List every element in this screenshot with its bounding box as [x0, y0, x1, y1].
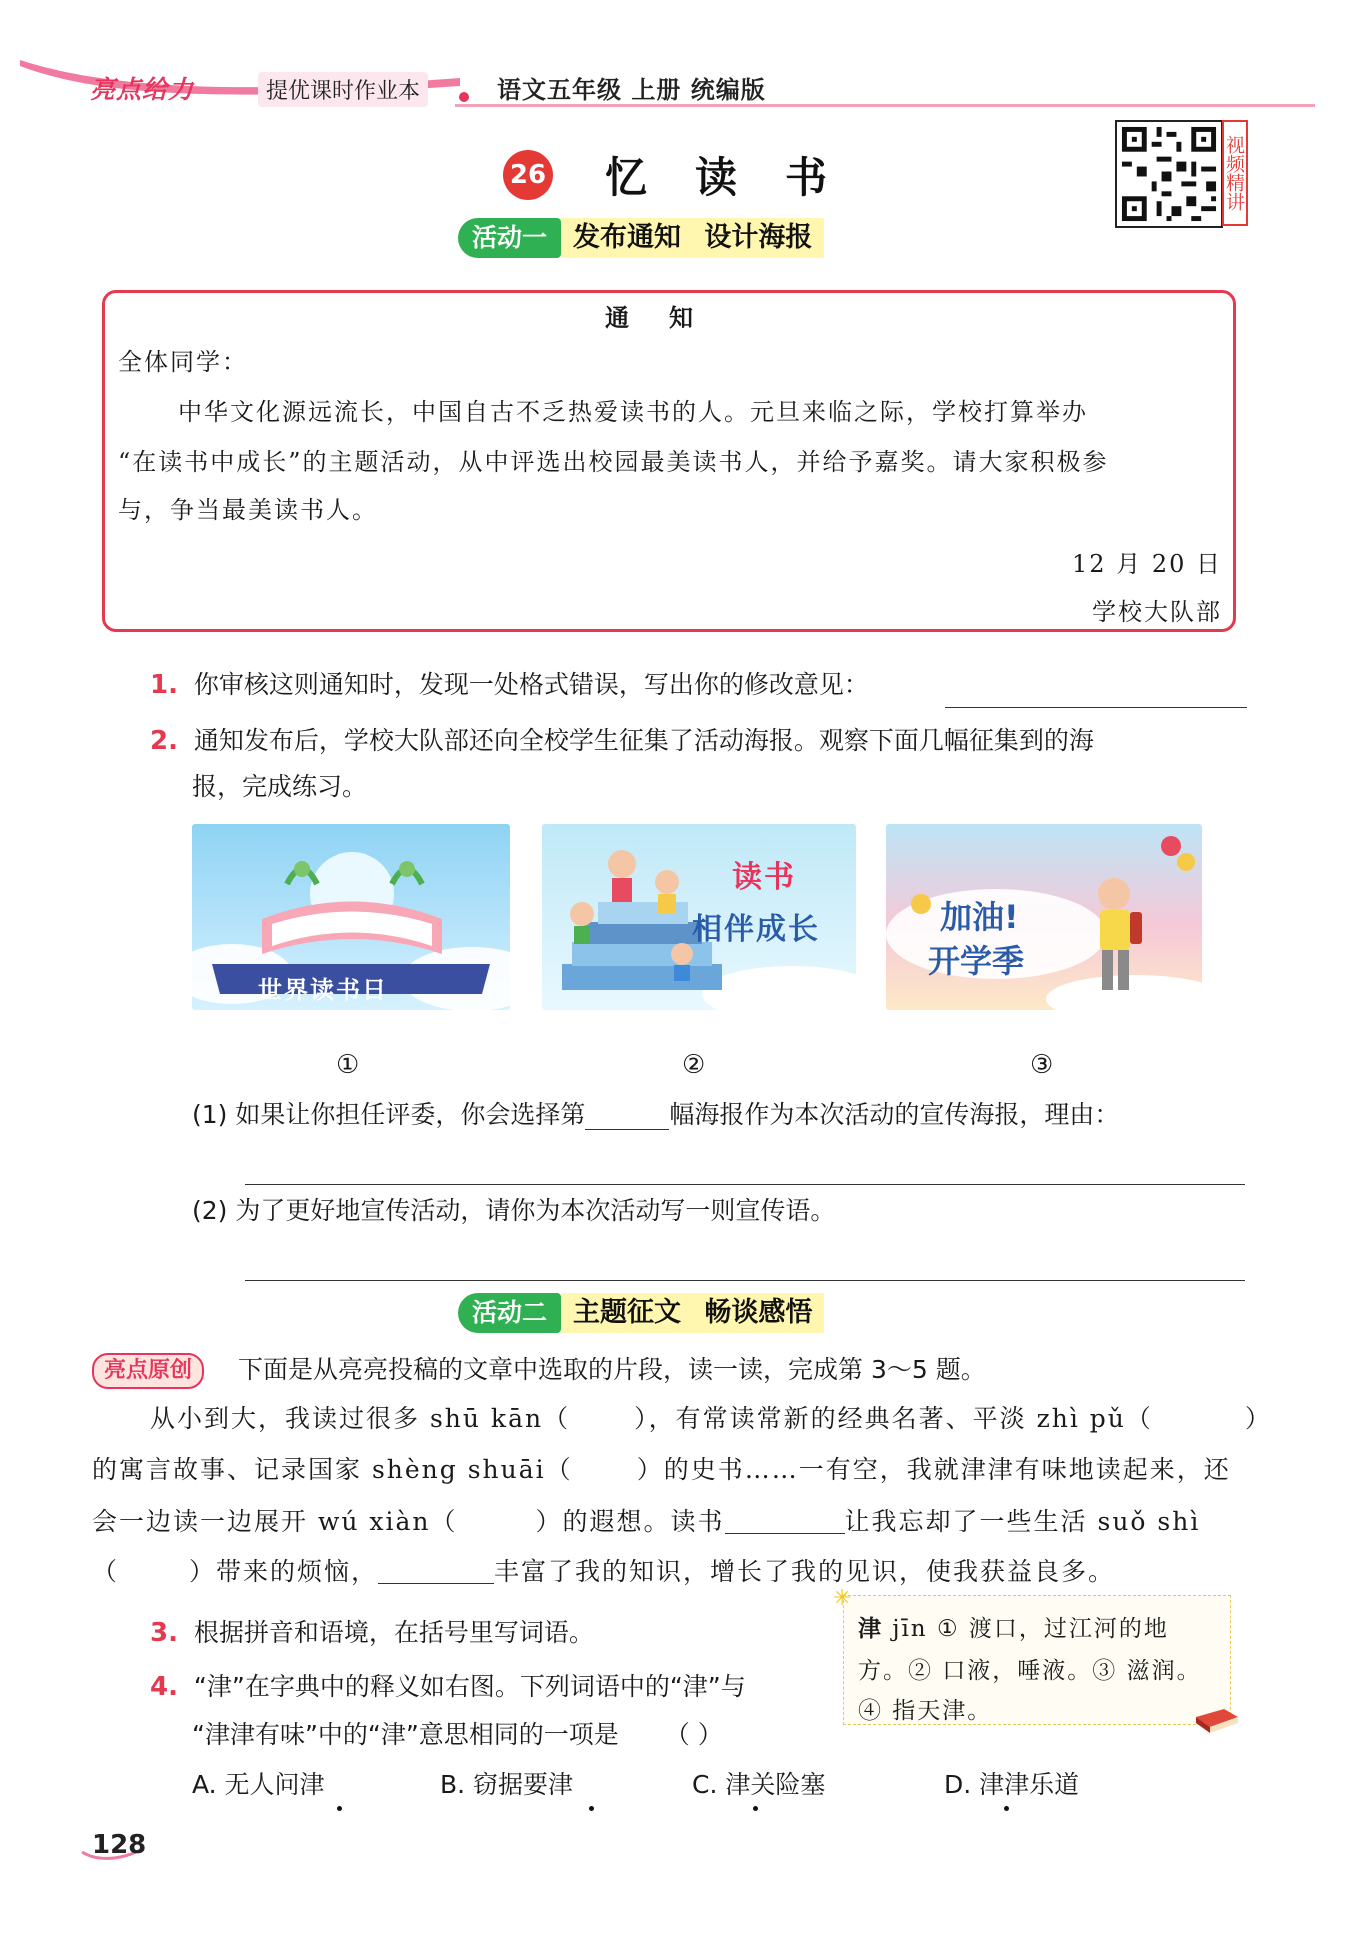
question-number: 2. [150, 726, 178, 756]
activity-one-tag: 活动一 [458, 218, 561, 258]
qr-code-icon[interactable] [1115, 120, 1223, 228]
notice-line: 中华文化源远流长，中国自古不乏热爱读书的人。元旦来临之际，学校打算举办 [178, 398, 1088, 426]
pinyin: suǒ shì [1097, 1507, 1201, 1536]
poster-3 [886, 824, 1202, 1010]
brand-logo: 亮点给力 [90, 75, 195, 104]
passage-line-1: 从小到大，我读过很多 shū kān（ ），有常读常新的经典名著、平淡 zhì pǔ（ ） [150, 1404, 1272, 1433]
sub-question-text: 幅海报作为本次活动的宣传海报，理由： [669, 1100, 1120, 1129]
question-text-cont: “津津有味”中的“津”意思相同的一项是 （ ） [192, 1720, 723, 1749]
question-1 [150, 670, 869, 700]
dictionary-pinyin: jīn [892, 1616, 928, 1642]
answer-line[interactable] [945, 707, 1247, 708]
emphasis-dot [753, 1806, 758, 1811]
poster-3-art [886, 824, 1202, 1010]
emphasis-dot [337, 1806, 342, 1811]
notice-salutation: 全体同学： [118, 348, 248, 376]
original-badge: 亮点原创 [92, 1353, 204, 1389]
passage-line-3: 会一边读一边展开 wú xiàn（ ）的遐想。读书 让我忘却了一些生活 suǒ shì [92, 1507, 1201, 1536]
question-text: “津”在字典中的释义如右图。下列词语中的“津”与 [193, 1672, 746, 1701]
question-number: 1. [150, 670, 178, 700]
poster-2-text-1: 读书 [732, 860, 796, 895]
pinyin: shèng shuāi [371, 1455, 546, 1484]
option-d[interactable]: D. 津津乐道 [944, 1770, 1080, 1799]
emphasis-dot [1004, 1806, 1009, 1811]
pinyin: shū kān [429, 1404, 544, 1433]
poster-2-label: ② [682, 1050, 706, 1080]
activity-one-title: 发布通知 设计海报 [561, 218, 824, 258]
question-number: 3. [150, 1618, 178, 1648]
book-info: 语文五年级 上册 统编版 [497, 76, 766, 104]
question-text: 你审核这则通知时，发现一处格式错误，写出你的修改意见： [193, 670, 869, 699]
fill-blank[interactable] [378, 1557, 494, 1584]
header-dot [459, 92, 469, 102]
poster-3-text-2: 开学季 [928, 942, 1025, 980]
video-lecture-label: 视频精讲 [1222, 120, 1248, 226]
question-4 [150, 1672, 746, 1702]
emphasis-dot [589, 1806, 594, 1811]
lesson-number-badge: 26 [503, 150, 553, 200]
header-rule [455, 104, 1315, 107]
dictionary-entry-line-1: 津 jīn ① 渡口，过江河的地 [858, 1615, 1169, 1642]
option-b[interactable]: B. 窃据要津 [440, 1770, 574, 1799]
question-number: 4. [150, 1672, 178, 1702]
question-text: 通知发布后，学校大队部还向全校学生征集了活动海报。观察下面几幅征集到的海 [193, 726, 1094, 755]
passage-line-4: （ ）带来的烦恼， 丰富了我的知识，增长了我的见识，使我获益良多。 [92, 1557, 1116, 1586]
question-3 [150, 1618, 594, 1648]
option-c[interactable]: C. 津关险塞 [692, 1770, 826, 1799]
brand-subtitle: 提优课时作业本 [258, 72, 428, 107]
notice-line: “在读书中成长”的主题活动，从中评选出校园最美读书人，并给予嘉奖。请大家积极参 [118, 448, 1109, 476]
poster-3-label: ③ [1030, 1050, 1054, 1080]
answer-line[interactable] [245, 1280, 1245, 1281]
fill-blank[interactable] [725, 1507, 845, 1534]
book-icon [1194, 1707, 1240, 1735]
notice-date: 12 月 20 日 [1072, 550, 1222, 578]
question-2 [150, 726, 1094, 756]
activity-two-title: 主题征文 畅谈感悟 [561, 1293, 824, 1333]
poster-choice-blank[interactable] [585, 1101, 669, 1130]
poster-3-text-1: 加油! [940, 898, 1019, 936]
option-a[interactable]: A. 无人问津 [192, 1770, 325, 1799]
pinyin: zhì pǔ [1036, 1404, 1126, 1433]
activity-two-banner [458, 1293, 824, 1333]
sub-question-2: (2) 为了更好地宣传活动，请你为本次活动写一则宣传语。 [192, 1196, 836, 1225]
poster-2-text-2: 相伴成长 [692, 912, 820, 947]
dictionary-entry-line-2: 方。② 口液，唾液。③ 滋润。 [858, 1658, 1202, 1684]
dictionary-entry-line-3: ④ 指天津。 [858, 1698, 993, 1724]
lesson-title: 忆读书 [605, 153, 876, 202]
passage-line-2: 的寓言故事、记录国家 shèng shuāi（ ）的史书……一有空，我就津津有味地读起来，还 [92, 1455, 1231, 1484]
activity-two-tag: 活动二 [458, 1293, 561, 1333]
notice-title: 通知 [605, 304, 733, 332]
poster-1-label: ① [336, 1050, 360, 1080]
poster-2 [542, 824, 856, 1010]
sub-question-1 [192, 1100, 1119, 1130]
poster-1 [192, 824, 510, 1010]
passage-intro: 下面是从亮亮投稿的文章中选取的片段，读一读，完成第 3～5 题。 [238, 1355, 986, 1384]
activity-one-banner [458, 218, 824, 258]
page-number: 128 [92, 1830, 147, 1860]
question-text: 根据拼音和语境，在括号里写词语。 [193, 1618, 594, 1647]
sparkle-icon: ✳ [833, 1586, 852, 1611]
notice-signature: 学校大队部 [1092, 598, 1222, 626]
answer-paren[interactable]: （ ） [664, 1720, 723, 1749]
dictionary-char: 津 [858, 1615, 883, 1642]
poster-1-text: 世界读书日 [258, 976, 388, 1004]
pinyin: wú xiàn [317, 1507, 431, 1536]
question-text-cont: 报，完成练习。 [192, 772, 368, 801]
notice-line: 与，争当最美读书人。 [118, 496, 378, 524]
sub-question-text: (1) 如果让你担任评委，你会选择第 [192, 1100, 586, 1129]
answer-line[interactable] [245, 1184, 1245, 1185]
